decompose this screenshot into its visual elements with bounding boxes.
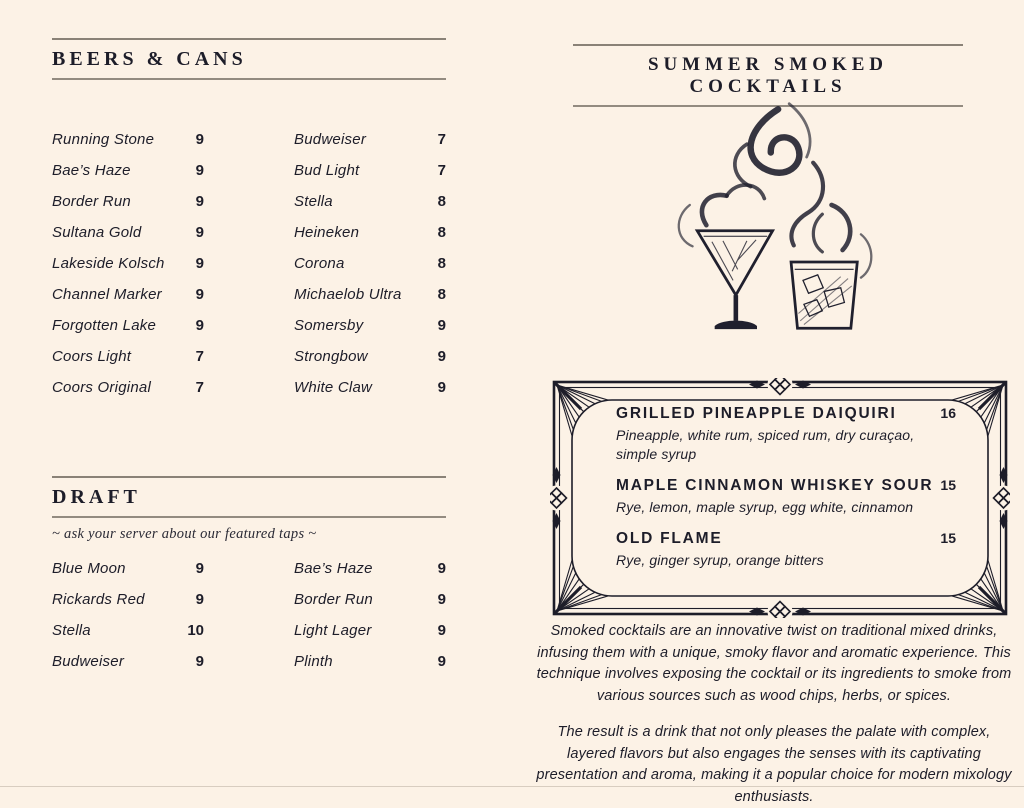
menu-item-name: Forgotten Lake [52,317,157,334]
menu-item [52,341,204,372]
menu-item [52,186,204,217]
menu-item-name: Bae’s Haze [294,560,373,577]
menu-item-name: Somersby [294,317,364,334]
menu-item-name: Michaelob Ultra [294,286,402,303]
menu-item-price: 9 [437,317,446,334]
menu-item-price: 7 [437,162,446,179]
cocktail-list [616,405,956,583]
note-paragraph: Smoked cocktails are an innovative twist on traditional mixed drinks, infusing them with a unique, smoky flavor and aromatic experience. This technique involves exposing the cocktail or its ingredients to smoke from various sources such as wood chips, herbs, or spices. [536,623,1012,704]
menu-item-name: Border Run [52,193,131,210]
menu-item-name: Stella [52,622,91,639]
menu-item-price: 9 [195,131,204,148]
menu-item-price: 9 [437,379,446,396]
note-paragraph: The result is a drink that not only pleases the palate with complex, layered flavors but also engages the senses with its captivating presentation and aroma, making it a popular choice for modern mixology enthusiasts. [536,724,1012,805]
cocktail-description: Rye, ginger syrup, orange bitters [616,552,824,568]
menu-item [294,584,446,615]
menu-item [52,217,204,248]
beers-column-1 [52,124,204,403]
menu-item-price: 7 [195,379,204,396]
menu-item [52,248,204,279]
menu-item-name: Corona [294,255,345,272]
menu-item [52,124,204,155]
menu-item-name: Border Run [294,591,373,608]
draft-tagline: ~ ask your server about our featured taps ~ [52,526,317,542]
menu-item-name: Bae’s Haze [52,162,131,179]
menu-item [52,279,204,310]
menu-item-price: 9 [195,317,204,334]
draft-list [52,553,446,677]
cocktail-price: 16 [940,405,956,421]
menu-item-price: 8 [437,193,446,210]
menu-item-price: 9 [437,348,446,365]
menu-item-price: 9 [195,224,204,241]
menu-item-name: Budweiser [294,131,367,148]
menu-item [52,615,204,646]
menu-item-price: 9 [195,286,204,303]
beers-section-title: BEERS & CANS [52,48,247,70]
menu-item-price: 7 [437,131,446,148]
menu-item-name: Rickards Red [52,591,145,608]
smoke-glasses-sketch-icon [642,90,918,342]
menu-item [52,155,204,186]
menu-item-name: Bud Light [294,162,360,179]
menu-item [294,553,446,584]
menu-item [294,372,446,403]
menu-item [294,310,446,341]
menu-item-price: 9 [437,653,446,670]
menu-item-price: 9 [195,162,204,179]
menu-item-price: 9 [195,653,204,670]
cocktail-name: OLD FLAME [616,530,723,547]
cocktail-description: Pineapple, white rum, spiced rum, dry curaçao, simple syrup [616,427,915,462]
menu-item-price: 8 [437,224,446,241]
menu-item [294,124,446,155]
draft-section [52,476,446,677]
menu-item-name: Strongbow [294,348,368,365]
menu-item-price: 9 [437,622,446,639]
menu-item-price: 9 [195,255,204,272]
menu-item-name: Heineken [294,224,360,241]
menu-item-name: Blue Moon [52,560,126,577]
menu-item [52,584,204,615]
cocktail-description: Rye, lemon, maple syrup, egg white, cinnamon [616,499,914,515]
menu-item [294,186,446,217]
menu-item [294,155,446,186]
menu-item-name: Sultana Gold [52,224,142,241]
menu-item-name: Lakeside Kolsch [52,255,165,272]
menu-item-price: 8 [437,286,446,303]
bottom-divider [0,786,1024,787]
menu-item [294,248,446,279]
menu-item-price: 9 [195,193,204,210]
cocktail-name: MAPLE CINNAMON WHISKEY SOUR [616,477,934,494]
draft-section-header [52,476,446,518]
menu-item-price: 9 [195,591,204,608]
cocktails-section-title: SUMMER SMOKED COCKTAILS [648,54,888,97]
menu-item-price: 8 [437,255,446,272]
menu-item [52,553,204,584]
smoked-cocktails-notes [532,621,1016,808]
menu-item [52,646,204,677]
menu-item-name: Coors Original [52,379,152,396]
menu-item-name: Channel Marker [52,286,162,303]
menu-item-name: White Claw [294,379,373,396]
menu-item-name: Budweiser [52,653,125,670]
cocktail-item [616,405,956,464]
menu-item-name: Running Stone [52,131,155,148]
beers-and-cans-section [52,38,446,403]
cocktail-price: 15 [940,530,956,546]
smoked-cocktails-illustration [642,90,918,342]
menu-item [294,279,446,310]
cocktail-price: 15 [940,477,956,493]
beers-section-header [52,38,446,80]
beers-column-2 [294,124,446,403]
menu-item-price: 9 [195,560,204,577]
menu-item-price: 7 [195,348,204,365]
menu-item [294,217,446,248]
menu-item [52,310,204,341]
menu-item [294,646,446,677]
cocktail-item [616,530,956,570]
draft-column-2 [294,553,446,677]
cocktail-name: GRILLED PINEAPPLE DAIQUIRI [616,405,897,422]
cocktail-menu-framed-box [550,378,1010,618]
cocktail-item [616,477,956,517]
draft-section-title: DRAFT [52,486,141,508]
menu-item-name: Light Lager [294,622,372,639]
menu-item-name: Stella [294,193,333,210]
menu-item-price: 9 [437,591,446,608]
menu-item [52,372,204,403]
menu-item-price: 10 [187,622,204,639]
beers-list [52,124,446,403]
menu-item [294,341,446,372]
menu-item-name: Coors Light [52,348,132,365]
menu-item-price: 9 [437,560,446,577]
draft-column-1 [52,553,204,677]
menu-item [294,615,446,646]
menu-item-name: Plinth [294,653,333,670]
